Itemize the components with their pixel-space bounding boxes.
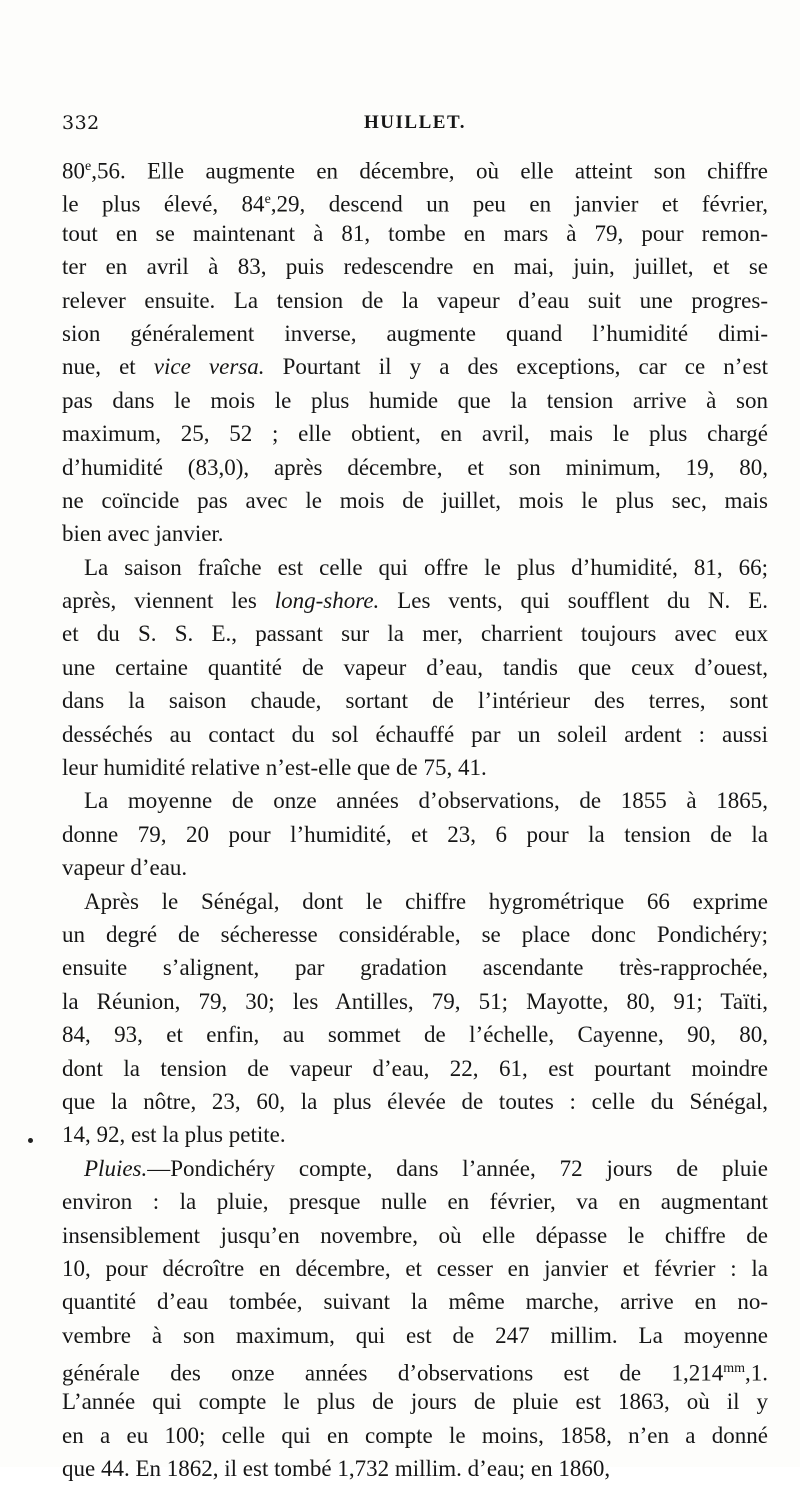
text-run: que 44. En 1862, il est tombé 1,732 millim. d’eau; en 1860, [62, 1456, 611, 1482]
margin-mark [28, 1138, 33, 1143]
text-line [62, 918, 768, 951]
text-line [62, 1052, 768, 1085]
text-line [62, 317, 768, 350]
text-run: que la nôtre, 23, 60, la plus élevée de toutes : celle du Sénégal, [62, 1088, 768, 1114]
text-run: sion généralement inverse, augmente quand l’humidité dimi- [62, 320, 768, 346]
body-text [62, 150, 768, 1486]
text-run: insensiblement jusqu’en novembre, où elle dépasse le chiffre de [62, 1222, 768, 1248]
superscript: mm [723, 1361, 745, 1377]
italic-run: Pluies. [84, 1155, 148, 1181]
text-run: relever ensuite. La tension de la vapeur d’eau suit une progres- [62, 287, 768, 313]
text-line [62, 451, 768, 484]
text-line [62, 751, 768, 784]
text-line [62, 1452, 768, 1485]
text-line [62, 417, 768, 450]
page-header [62, 112, 768, 144]
text-line [62, 1085, 768, 1118]
italic-run: vice versa. [153, 354, 265, 380]
text-line [62, 183, 768, 216]
text-run: une certaine quantité de vapeur d’eau, tandis que ceux d’ouest, [62, 654, 768, 680]
text-run: Les vents, qui soufflent du N. E. [379, 588, 768, 614]
text-line [62, 651, 768, 684]
text-line [62, 1152, 768, 1185]
text-run: leur humidité relative n’est-elle que de 75, 41. [62, 755, 487, 781]
text-run: vapeur d’eau. [62, 855, 188, 881]
text-run: La moyenne de onze années d’observations, de 1855 à 1865, [84, 788, 768, 814]
text-run: générale des onze années d’observations est de 1,214 [62, 1360, 724, 1386]
text-line [62, 851, 768, 884]
text-line [62, 484, 768, 517]
text-run: quantité d’eau tombée, suivant la même marche, arrive en no- [62, 1289, 768, 1315]
text-run: bien avec janvier. [62, 521, 224, 547]
superscript: e [85, 159, 92, 174]
text-line [62, 684, 768, 717]
text-line [62, 718, 768, 751]
text-line [62, 784, 768, 817]
italic-run: long-shore. [274, 588, 380, 614]
text-line [62, 284, 768, 317]
text-line [62, 1118, 768, 1151]
text-run: —Pondichéry compte, dans l’année, 72 jours de pluie [147, 1155, 768, 1181]
text-line [62, 1185, 768, 1218]
text-line [62, 1285, 768, 1318]
text-run: ne coïncide pas avec le mois de juillet, mois le plus sec, mais [62, 487, 768, 513]
text-run: Après le Sénégal, dont le chiffre hygrométrique 66 exprime [84, 888, 768, 914]
superscript: e [264, 192, 271, 208]
text-run: La saison fraîche est celle qui offre le plus d’humidité, 81, 66; [84, 554, 768, 580]
text-line [62, 1385, 768, 1418]
text-run: ter en avril à 83, puis redescendre en mai, juin, juillet, et se [62, 254, 768, 280]
text-run: après, viennent les [62, 588, 275, 614]
text-run: 10, pour décroître en décembre, et cesser en janvier et février : la [62, 1255, 768, 1281]
text-line [62, 951, 768, 984]
text-run: pas dans le mois le plus humide que la tension arrive à son [62, 387, 768, 413]
text-line [62, 250, 768, 283]
text-run: dans la saison chaude, sortant de l’intérieur des terres, sont [62, 688, 768, 714]
text-run: en a eu 100; celle qui en compte le moins, 1858, n’en a donné [62, 1422, 768, 1448]
text-run: ,56. Elle augmente en décembre, où elle atteint son chiffre [91, 158, 768, 184]
text-run: dont la tension de vapeur d’eau, 22, 61, est pourtant moindre [62, 1055, 768, 1081]
text-line [62, 350, 768, 383]
text-line [62, 1252, 768, 1285]
text-run: L’année qui compte le plus de jours de pluie est 1863, où il y [62, 1389, 768, 1415]
text-line [62, 1219, 768, 1252]
text-run: et du S. S. E., passant sur la mer, charrient toujours avec eux [62, 621, 768, 647]
text-line [62, 1352, 768, 1385]
text-run: ensuite s’alignent, par gradation ascendante très-rapprochée, [62, 955, 768, 981]
text-run: donne 79, 20 pour l’humidité, et 23, 6 pour la tension de la [62, 821, 768, 847]
text-line [62, 150, 768, 183]
text-line [62, 1018, 768, 1051]
text-run: 80 [62, 158, 85, 184]
text-line [62, 384, 768, 417]
text-run: la Réunion, 79, 30; les Antilles, 79, 51; Mayotte, 80, 91; Taïti, [62, 988, 768, 1014]
text-line [62, 885, 768, 918]
text-run: le plus élevé, 84 [62, 192, 265, 218]
text-run: vembre à son maximum, qui est de 247 millim. La moyenne [62, 1322, 768, 1348]
text-run: ,29, descend un peu en janvier et février, [270, 192, 768, 218]
text-run: 84, 93, et enfin, au sommet de l’échelle, Cayenne, 90, 80, [62, 1022, 768, 1048]
text-line [62, 1419, 768, 1452]
text-line [62, 551, 768, 584]
page-number: 332 [62, 112, 100, 134]
text-run: un degré de sécheresse considérable, se place donc Pondichéry; [62, 921, 768, 947]
text-run: tout en se maintenant à 81, tombe en mars à 79, pour remon- [62, 220, 768, 246]
text-line [62, 617, 768, 650]
running-head: HUILLET. [364, 112, 466, 133]
text-line [62, 818, 768, 851]
text-run: 14, 92, est la plus petite. [62, 1122, 286, 1148]
text-run: environ : la pluie, presque nulle en février, va en augmentant [62, 1189, 768, 1215]
text-run: maximum, 25, 52 ; elle obtient, en avril, mais le plus chargé [62, 421, 768, 447]
text-line [62, 1319, 768, 1352]
text-run: ,1. [745, 1360, 768, 1386]
text-line [62, 985, 768, 1018]
text-run: d’humidité (83,0), après décembre, et son minimum, 19, 80, [62, 454, 768, 480]
text-run: desséchés au contact du sol échauffé par un soleil ardent : aussi [62, 721, 768, 747]
text-line [62, 217, 768, 250]
text-line [62, 517, 768, 550]
text-run: Pourtant il y a des exceptions, car ce n’est [264, 354, 768, 380]
text-line [62, 584, 768, 617]
text-run: nue, et [62, 354, 154, 380]
